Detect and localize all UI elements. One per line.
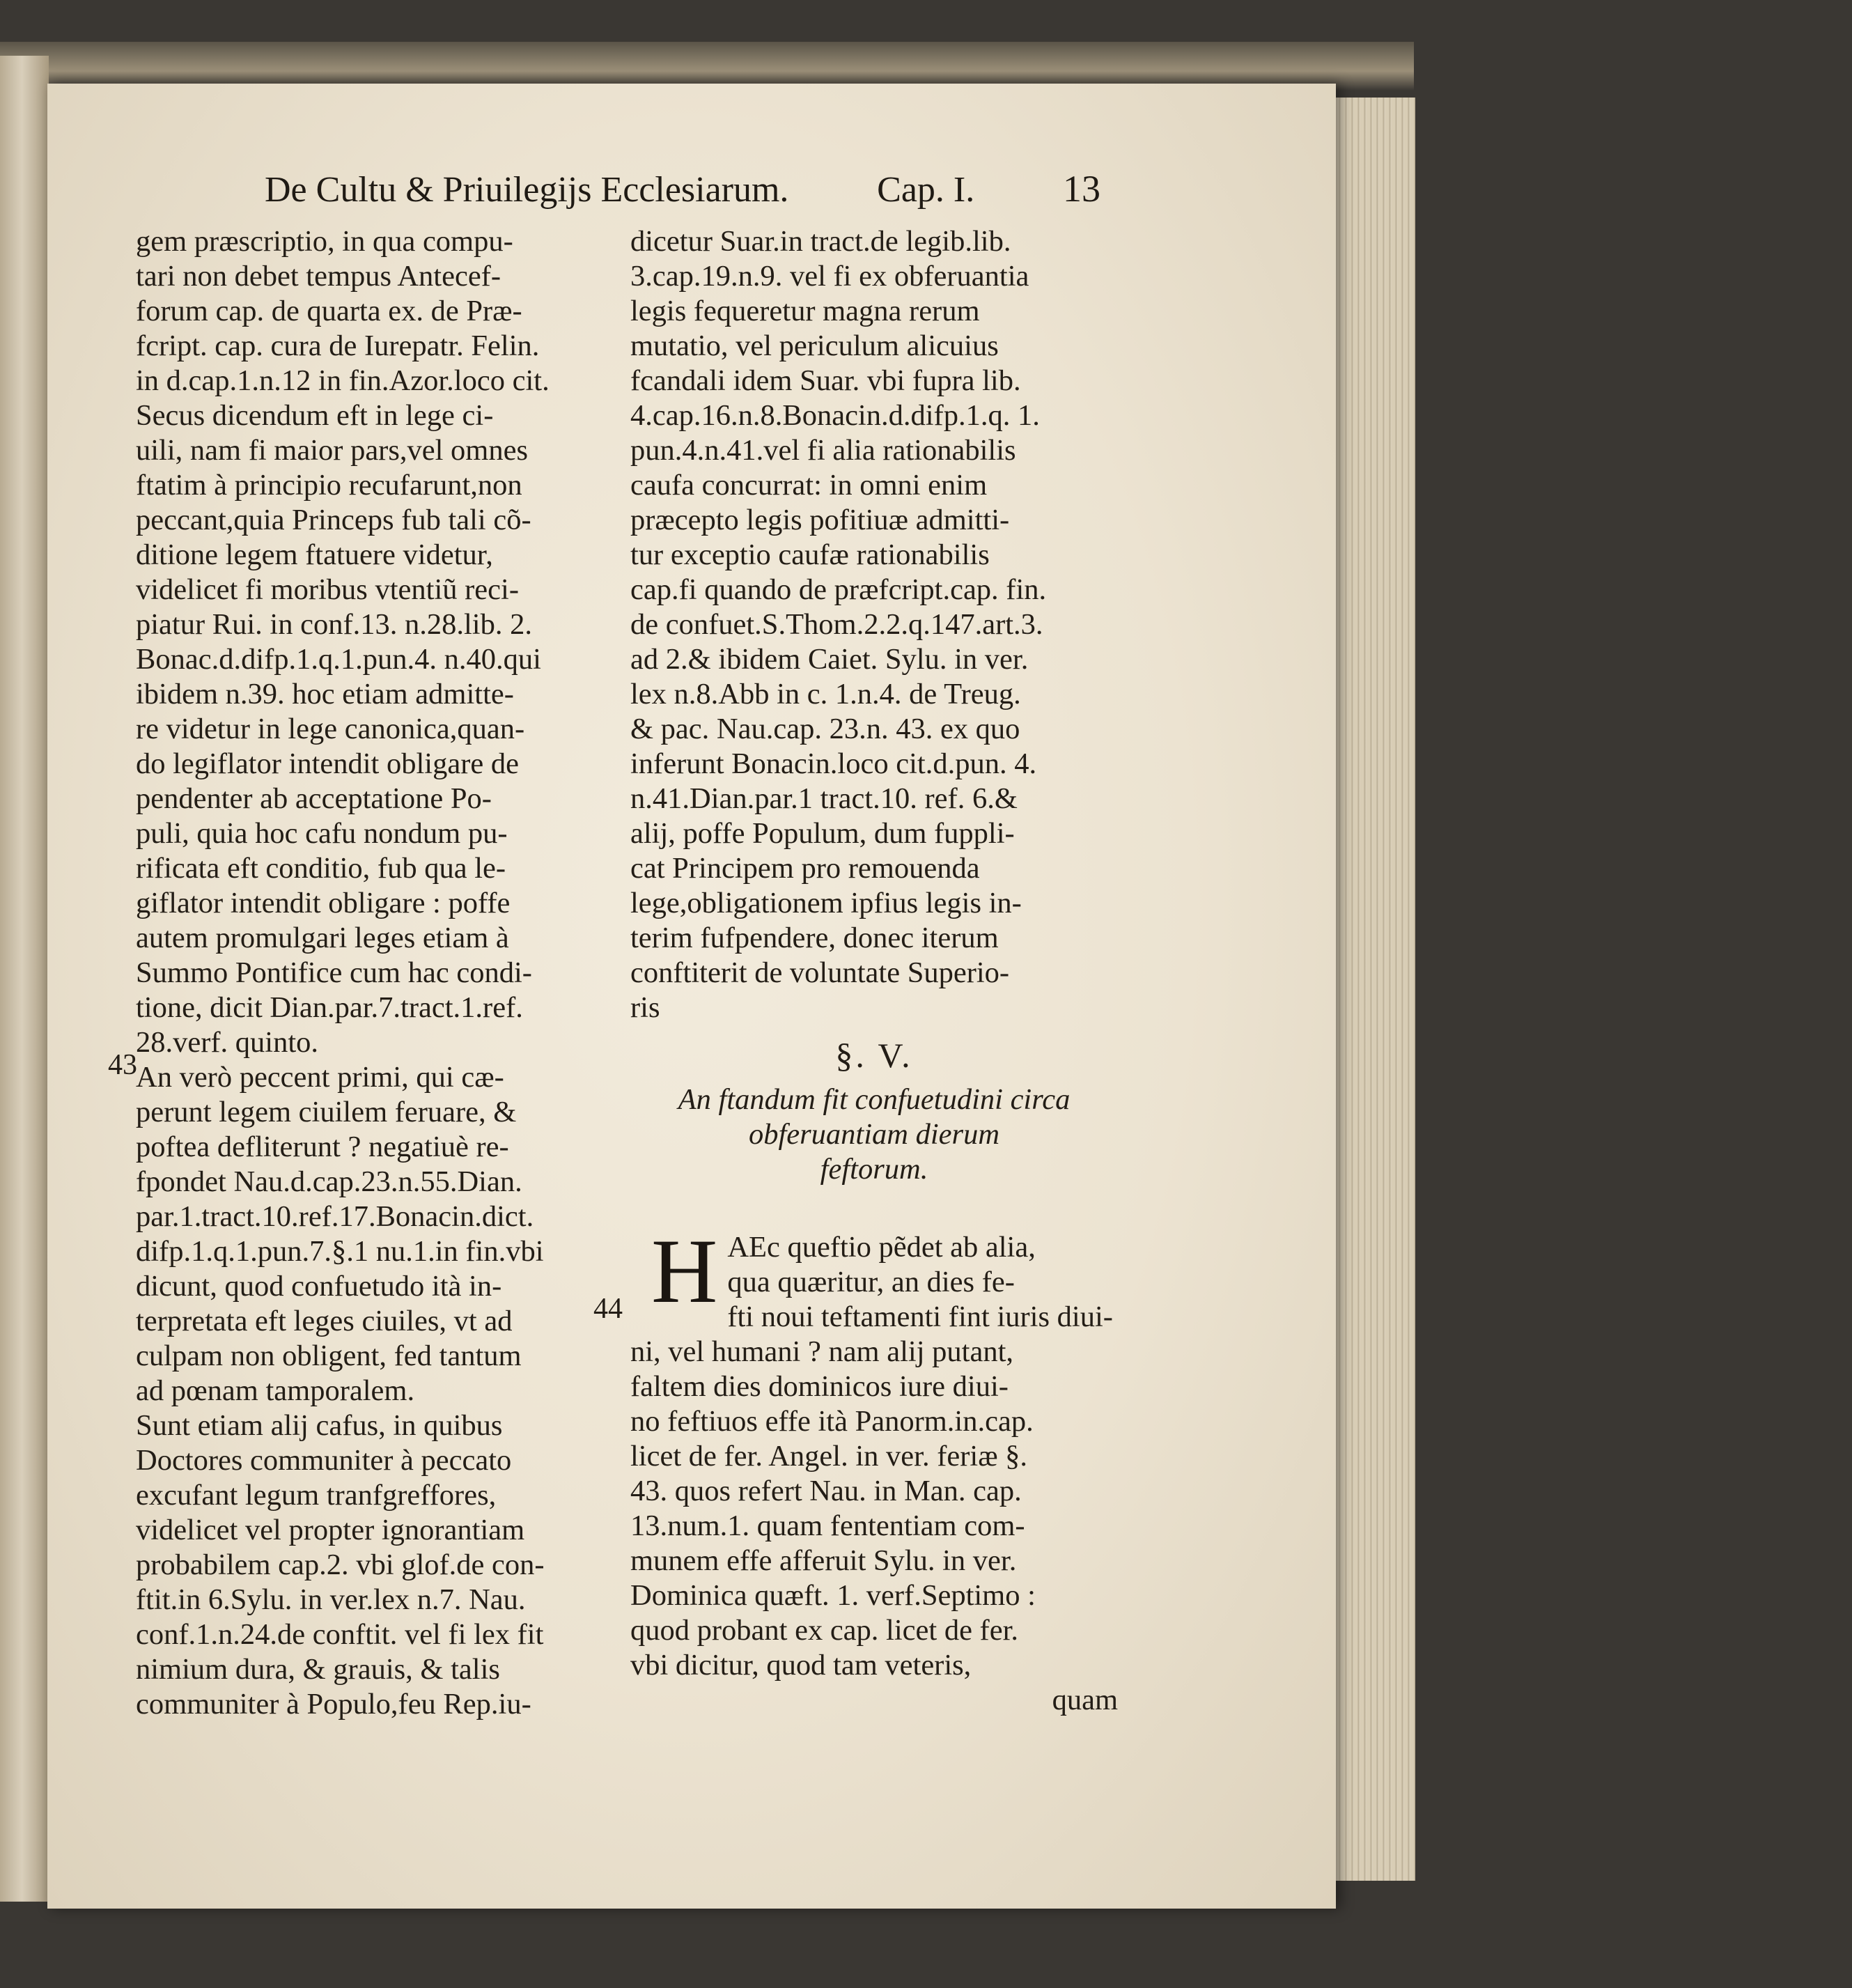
text-line: ad 2.& ibidem Caiet. Sylu. in ver. xyxy=(630,643,1029,676)
text-line: AEc queftio pẽdet ab alia, xyxy=(727,1231,1036,1264)
text-line: Sunt etiam alij cafus, in quibus xyxy=(136,1409,503,1442)
text-line: in d.cap.1.n.12 in fin.Azor.loco cit. xyxy=(136,364,550,397)
text-line: vbi dicitur, quod tam veteris, xyxy=(630,1649,972,1682)
margin-number-44: 44 xyxy=(593,1293,623,1325)
page-fore-edge xyxy=(1334,98,1415,1881)
text-line: inferunt Bonacin.loco cit.d.pun. 4. xyxy=(630,747,1037,780)
text-line: ditione legem ftatuere videtur, xyxy=(136,538,493,571)
text-line: giflator intendit obligare : poffe xyxy=(136,887,511,919)
text-line: uili, nam fi maior pars,vel omnes xyxy=(136,434,529,467)
text-line: pun.4.n.41.vel fi alia rationabilis xyxy=(630,434,1016,467)
text-line: conftiterit de voluntate Superio- xyxy=(630,956,1010,989)
text-line: forum cap. de quarta ex. de Præ- xyxy=(136,295,522,327)
text-line: ftit.in 6.Sylu. in ver.lex n.7. Nau. xyxy=(136,1583,526,1616)
rubric-line: feftorum. xyxy=(820,1153,928,1186)
text-line: 4.cap.16.n.8.Bonacin.d.difp.1.q. 1. xyxy=(630,399,1040,432)
text-line: legis fequeretur magna rerum xyxy=(630,295,980,327)
text-line: alij, poffe Populum, dum fuppli- xyxy=(630,817,1015,850)
text-line: præcepto legis pofitiuæ admitti- xyxy=(630,504,1010,536)
text-line: communiter à Populo,feu Rep.iu- xyxy=(136,1688,531,1721)
text-line: tari non debet tempus Antecef- xyxy=(136,260,501,293)
text-line: terpretata eft leges ciuiles, vt ad xyxy=(136,1305,513,1337)
text-line: gem præscriptio, in qua compu- xyxy=(136,225,513,258)
margin-number-43: 43 xyxy=(108,1049,137,1081)
facing-page-edge xyxy=(0,56,49,1902)
section-mark: §. V. xyxy=(835,1036,913,1075)
text-line: pendenter ab acceptatione Po- xyxy=(136,782,492,815)
text-line: autem promulgari leges etiam à xyxy=(136,922,509,954)
text-line: lege,obligationem ipfius legis in- xyxy=(630,887,1022,919)
body-paragraph xyxy=(630,1220,1118,1718)
running-head xyxy=(265,167,1100,210)
text-line: difp.1.q.1.pun.7.§.1 nu.1.in fin.vbi xyxy=(136,1235,544,1268)
catchword: quam xyxy=(1052,1684,1118,1716)
drop-capital: H xyxy=(651,1220,718,1322)
rubric-line: obferuantiam dierum xyxy=(748,1118,1000,1151)
text-line: 3.cap.19.n.9. vel fi ex obferuantia xyxy=(630,260,1029,293)
text-line: culpam non obligent, fed tantum xyxy=(136,1339,522,1372)
text-line: Doctores communiter à peccato xyxy=(136,1444,512,1477)
text-line: ris xyxy=(630,991,660,1024)
text-line: mutatio, vel periculum alicuius xyxy=(630,329,999,362)
text-line: perunt legem ciuilem feruare, & xyxy=(136,1096,517,1128)
text-line: caufa concurrat: in omni enim xyxy=(630,469,988,502)
text-line: nimium dura, & grauis, & talis xyxy=(136,1653,500,1686)
text-line: tione, dicit Dian.par.7.tract.1.ref. xyxy=(136,991,523,1024)
text-line: quod probant ex cap. licet de fer. xyxy=(630,1614,1019,1647)
text-line: do legiflator intendit obligare de xyxy=(136,747,519,780)
text-line: Summo Pontifice cum hac condi- xyxy=(136,956,532,989)
text-line: n.41.Dian.par.1 tract.10. ref. 6.& xyxy=(630,782,1018,815)
text-line: dicetur Suar.in tract.de legib.lib. xyxy=(630,225,1011,258)
text-line: puli, quia hoc cafu nondum pu- xyxy=(136,817,508,850)
page-number: 13 xyxy=(1063,168,1100,210)
text-line: videlicet fi moribus vtentiũ reci- xyxy=(136,573,519,606)
text-line: poftea defliterunt ? negatiuè re- xyxy=(136,1131,509,1163)
running-head-chapter: Cap. I. xyxy=(877,170,975,210)
text-line: probabilem cap.2. vbi glof.de con- xyxy=(136,1548,545,1581)
section-rubric xyxy=(630,1082,1118,1187)
text-line: cap.fi quando de præfcript.cap. fin. xyxy=(630,573,1047,606)
text-line: licet de fer. Angel. in ver. feriæ §. xyxy=(630,1440,1028,1473)
text-line: faltem dies dominicos iure diui- xyxy=(630,1370,1009,1403)
text-line: Dominica quæft. 1. verf.Septimo : xyxy=(630,1579,1036,1612)
text-line: fcript. cap. cura de Iurepatr. Felin. xyxy=(136,329,540,362)
running-head-title: De Cultu & Priuilegijs Ecclesiarum. xyxy=(265,170,789,210)
text-line: Secus dicendum eft in lege ci- xyxy=(136,399,494,432)
rubric-line: An ftandum fit confuetudini circa xyxy=(678,1083,1071,1116)
text-line: peccant,quia Princeps fub tali cõ- xyxy=(136,504,531,536)
right-text-column xyxy=(630,224,1118,1718)
text-line: 13.num.1. quam fententiam com- xyxy=(630,1509,1025,1542)
text-line: & pac. Nau.cap. 23.n. 43. ex quo xyxy=(630,713,1020,745)
text-line: de confuet.S.Thom.2.2.q.147.art.3. xyxy=(630,608,1043,641)
text-line: Bonac.d.difp.1.q.1.pun.4. n.40.qui xyxy=(136,643,541,676)
text-line: re videtur in lege canonica,quan- xyxy=(136,713,525,745)
text-line: 43. quos refert Nau. in Man. cap. xyxy=(630,1475,1022,1507)
text-line: fti noui teftamenti fint iuris diui- xyxy=(727,1300,1113,1333)
text-line: fpondet Nau.d.cap.23.n.55.Dian. xyxy=(136,1165,522,1198)
text-line: cat Principem pro remouenda xyxy=(630,852,980,885)
right-column-top-text xyxy=(630,224,1118,1025)
text-line: An verò peccent primi, qui cæ- xyxy=(136,1061,504,1094)
text-line: par.1.tract.10.ref.17.Bonacin.dict. xyxy=(136,1200,534,1233)
text-line: piatur Rui. in conf.13. n.28.lib. 2. xyxy=(136,608,532,641)
text-line: fcandali idem Suar. vbi fupra lib. xyxy=(630,364,1021,397)
text-line: tur exceptio caufæ rationabilis xyxy=(630,538,990,571)
left-text-column xyxy=(136,224,596,1722)
text-line: 28.verf. quinto. xyxy=(136,1026,319,1059)
text-line: ftatim à principio recufarunt,non xyxy=(136,469,522,502)
text-line: lex n.8.Abb in c. 1.n.4. de Treug. xyxy=(630,678,1021,710)
text-line: ibidem n.39. hoc etiam admitte- xyxy=(136,678,514,710)
text-line: qua quæritur, an dies fe- xyxy=(727,1266,1015,1298)
text-line: ni, vel humani ? nam alij putant, xyxy=(630,1335,1014,1368)
text-line: munem effe afferuit Sylu. in ver. xyxy=(630,1544,1017,1577)
text-line: videlicet vel propter ignorantiam xyxy=(136,1514,525,1546)
text-line: ad pœnam tamporalem. xyxy=(136,1374,415,1407)
text-line: conf.1.n.24.de conftit. vel fi lex fit xyxy=(136,1618,544,1651)
text-line: dicunt, quod confuetudo ità in- xyxy=(136,1270,502,1303)
text-line: terim fufpendere, donec iterum xyxy=(630,922,999,954)
text-line: rificata eft conditio, fub qua le- xyxy=(136,852,506,885)
text-line: excufant legum tranfgreffores, xyxy=(136,1479,497,1512)
text-line: no feftiuos effe ità Panorm.in.cap. xyxy=(630,1405,1034,1438)
